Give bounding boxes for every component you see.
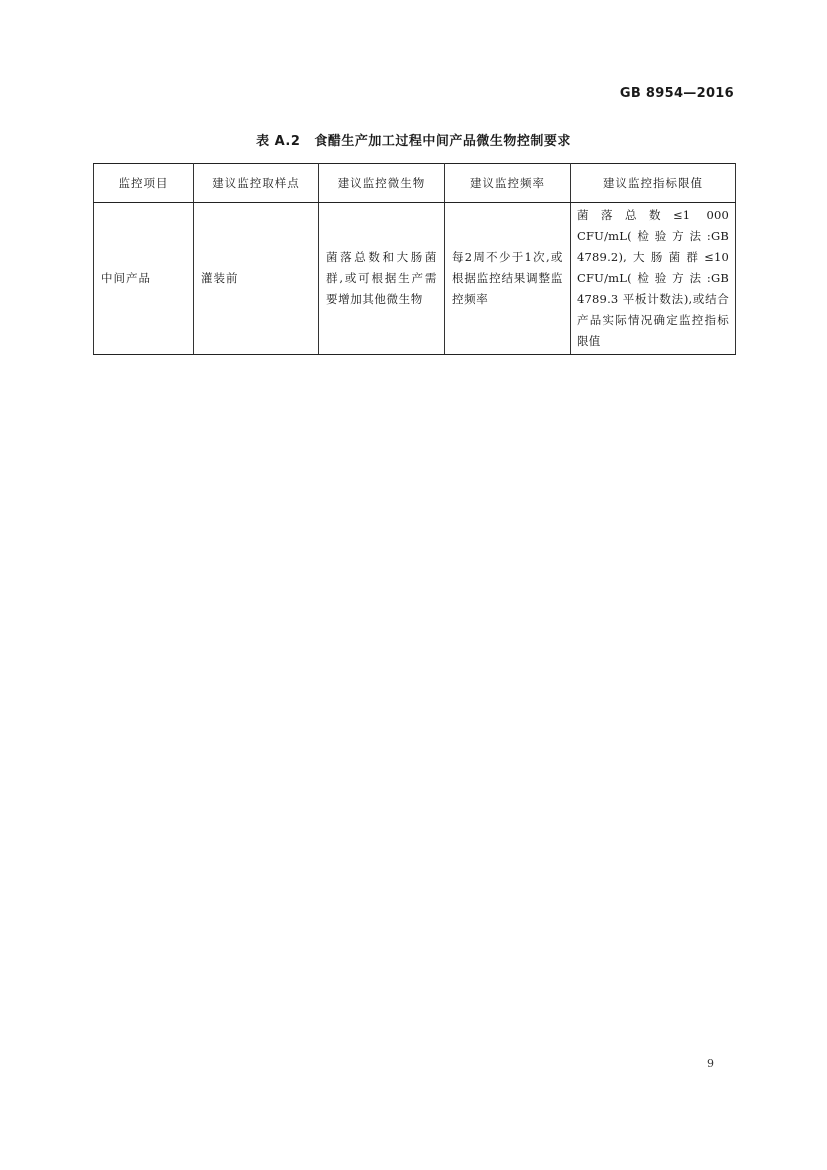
table-caption bbox=[93, 130, 734, 149]
cell-limit: 菌落总数≤1 000 CFU/mL(检验方法:GB 4789.2),大肠菌群≤10 CFU/mL(检验方法:GB 4789.3 平板计数法),或结合产品实际情况确定监控指标限值 bbox=[571, 203, 736, 355]
cell-sampling-point: 灌装前 bbox=[194, 203, 319, 355]
table-caption-title: 食醋生产加工过程中间产品微生物控制要求 bbox=[314, 134, 571, 149]
column-header-limit: 建议监控指标限值 bbox=[571, 164, 736, 203]
column-header-microorganisms: 建议监控微生物 bbox=[319, 164, 445, 203]
column-header-item: 监控项目 bbox=[94, 164, 194, 203]
table-caption-label: 表 A.2 bbox=[256, 134, 301, 149]
table-header-row bbox=[94, 164, 736, 203]
page-number: 9 bbox=[707, 1057, 714, 1070]
table-row bbox=[94, 203, 736, 355]
microbial-control-table bbox=[93, 163, 736, 355]
standard-number: GB 8954—2016 bbox=[619, 86, 734, 101]
cell-microorganisms: 菌落总数和大肠菌群,或可根据生产需要增加其他微生物 bbox=[319, 203, 445, 355]
cell-frequency: 每2周不少于1次,或根据监控结果调整监控频率 bbox=[445, 203, 571, 355]
column-header-frequency: 建议监控频率 bbox=[445, 164, 571, 203]
cell-item: 中间产品 bbox=[94, 203, 194, 355]
column-header-sampling-point: 建议监控取样点 bbox=[194, 164, 319, 203]
